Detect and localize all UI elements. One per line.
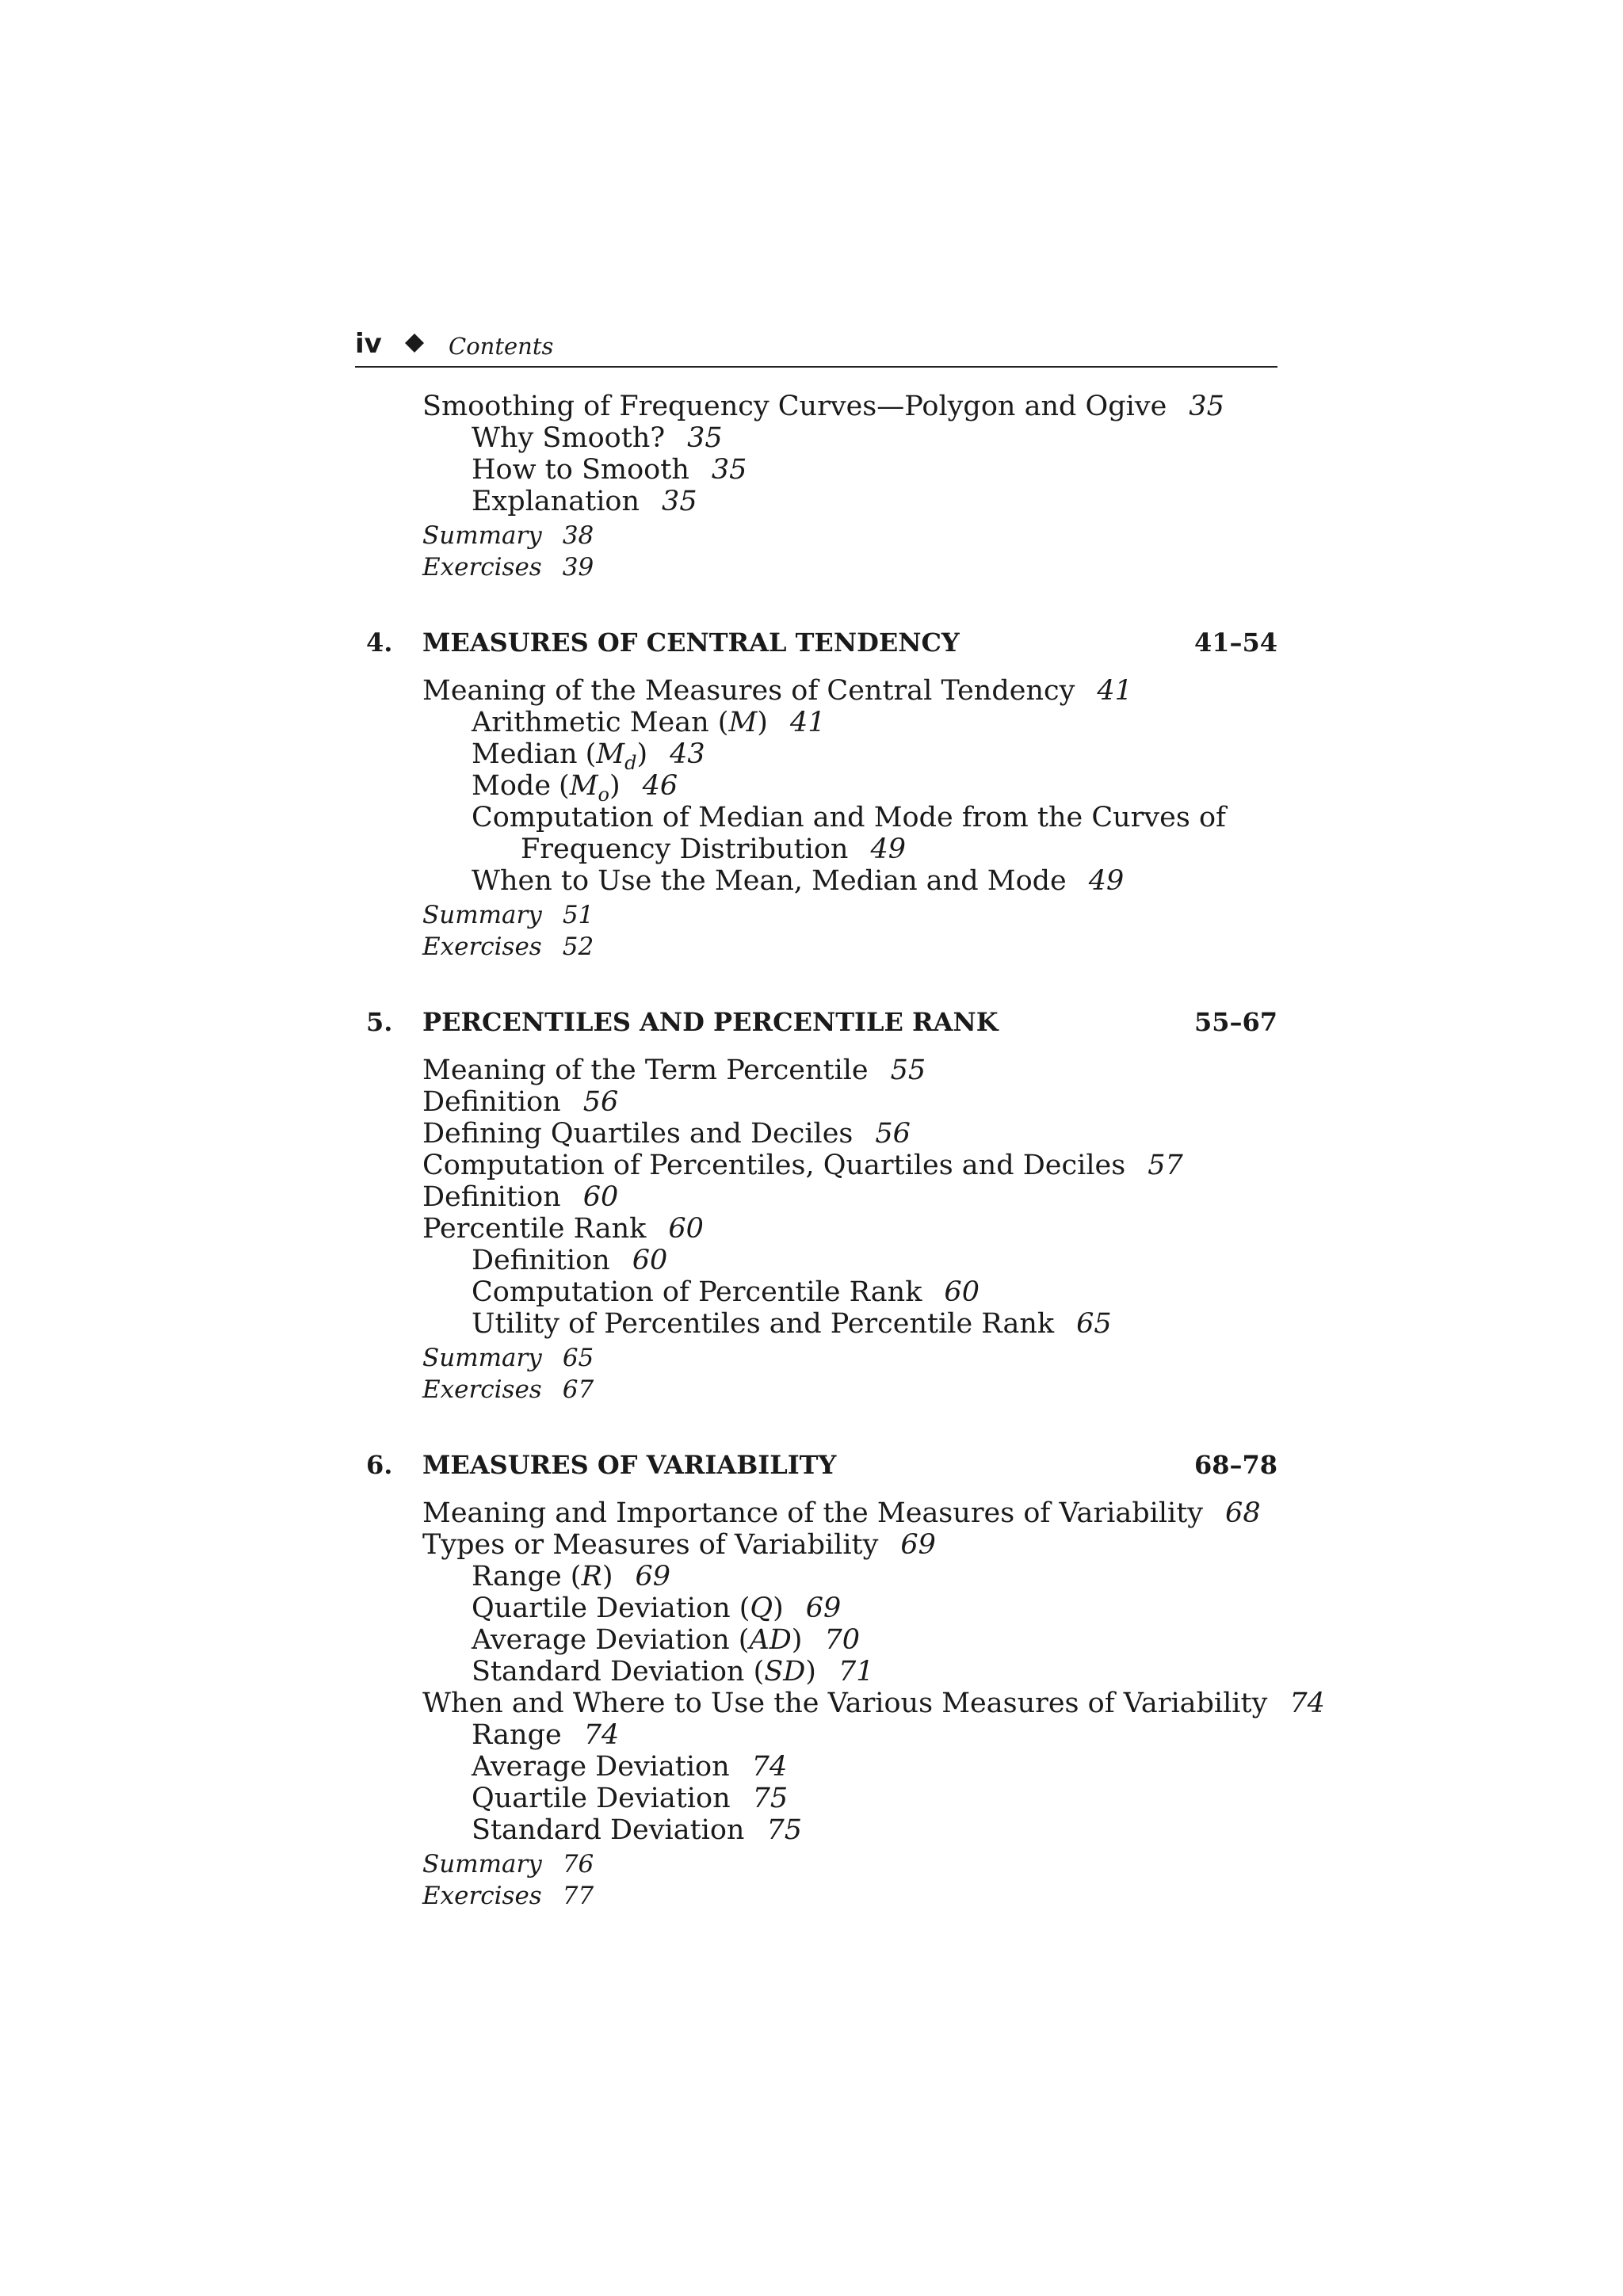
page-number: 46 — [642, 770, 678, 802]
toc-entry — [472, 1785, 788, 1813]
chapter-title: PERCENTILES AND PERCENTILE RANK — [422, 1007, 999, 1037]
page-number: 68 — [1225, 1497, 1261, 1529]
chapter-number: 6. — [366, 1450, 393, 1480]
entry-text: Utility of Percentiles and Percentile Rank — [472, 1308, 1055, 1340]
page-number: 39 — [562, 553, 594, 582]
symbol-letter: M — [569, 770, 598, 802]
toc-aux-entry — [422, 1346, 594, 1371]
symbol-letter: Q — [750, 1592, 773, 1624]
toc-entry — [472, 1247, 667, 1275]
page-number: 67 — [562, 1375, 594, 1404]
symbol-open: ( — [585, 738, 597, 770]
toc-entry — [472, 772, 678, 804]
entry-text: Explanation — [472, 486, 640, 517]
toc-aux-entry — [422, 555, 594, 580]
toc-entry — [472, 422, 723, 454]
entry-text: Average Deviation — [472, 1751, 730, 1783]
symbol-letter: M — [596, 738, 625, 770]
toc-entry — [472, 1563, 670, 1591]
page-number: 43 — [670, 738, 705, 770]
toc-entry — [472, 738, 705, 774]
toc-aux-entry — [422, 935, 594, 959]
toc-entry — [422, 393, 1224, 421]
entry-text: Quartile Deviation ( — [472, 1592, 750, 1624]
toc-entry — [472, 1624, 860, 1656]
toc-entry — [472, 1592, 842, 1624]
entry-text: Standard Deviation ( — [472, 1656, 765, 1688]
page-number: 70 — [824, 1624, 860, 1656]
toc-entry — [422, 1086, 619, 1118]
page-number: 69 — [805, 1592, 842, 1624]
toc-entry — [422, 1152, 1183, 1180]
toc-entry — [472, 1658, 874, 1686]
toc-entry — [422, 1057, 926, 1085]
entry-text: Summary — [422, 521, 542, 550]
page-number: 35 — [662, 486, 697, 517]
page-number: 56 — [875, 1118, 911, 1150]
page-number: 60 — [582, 1181, 619, 1213]
chapter-page-range: 55–67 — [1193, 1007, 1277, 1037]
symbol-close: ) — [636, 738, 648, 770]
page-number: 76 — [562, 1850, 594, 1878]
entry-text: Average Deviation ( — [472, 1624, 750, 1656]
page-number: 75 — [752, 1783, 789, 1814]
entry-text: Summary — [422, 1850, 542, 1878]
page-number: 65 — [1076, 1308, 1112, 1340]
toc-entry — [422, 1690, 1325, 1718]
toc-aux-entry — [422, 1852, 594, 1877]
page-number: 52 — [562, 933, 594, 961]
page-header — [355, 328, 1277, 368]
chapter-number: 4. — [366, 627, 393, 658]
toc-entry — [472, 1814, 803, 1846]
toc-entry — [472, 804, 1226, 832]
entry-text: Summary — [422, 1344, 542, 1372]
entry-text: Exercises — [422, 1882, 542, 1910]
entry-text: Meaning of the Measures of Central Tendency — [422, 675, 1075, 707]
entry-text: Exercises — [422, 553, 542, 582]
toc-entry — [472, 1310, 1112, 1338]
entry-text: Range — [472, 1719, 562, 1751]
symbol-close: ) — [805, 1656, 816, 1688]
toc-entry — [422, 1497, 1261, 1529]
entry-text: Range ( — [472, 1561, 582, 1592]
page-number: 74 — [751, 1751, 788, 1783]
symbol-open: ( — [559, 770, 570, 802]
page-number: 51 — [562, 901, 594, 929]
entry-text: Quartile Deviation — [472, 1783, 731, 1814]
entry-text: Standard Deviation — [472, 1814, 745, 1846]
page-number: 55 — [890, 1055, 926, 1086]
diamond-icon — [404, 333, 425, 353]
entry-text: Computation of Percentile Rank — [472, 1276, 922, 1308]
entry-symbol — [559, 770, 621, 806]
page-number: 74 — [1289, 1688, 1325, 1719]
chapter-page-range: 41–54 — [1193, 627, 1277, 658]
toc-entry — [472, 1276, 980, 1308]
symbol-letter: M — [728, 707, 758, 738]
page-number: 41 — [1097, 675, 1132, 707]
entry-text: Meaning of the Term Percentile — [422, 1055, 869, 1086]
page-number: 69 — [900, 1529, 936, 1561]
page-number: 56 — [582, 1086, 619, 1118]
page-number: 38 — [562, 521, 594, 550]
page-number: 69 — [635, 1561, 671, 1592]
entry-text: Smoothing of Frequency Curves—Polygon and Ogive — [422, 391, 1167, 422]
toc-entry — [422, 1215, 704, 1243]
toc-entry — [422, 677, 1132, 705]
page-number: 35 — [1189, 391, 1224, 422]
page-number: 57 — [1148, 1150, 1183, 1181]
toc-aux-entry — [422, 521, 594, 550]
toc-entry — [472, 488, 697, 516]
page-folio: iv — [355, 328, 382, 360]
page-number: 49 — [870, 833, 907, 865]
entry-text: Computation of Percentiles, Quartiles and Deciles — [422, 1150, 1126, 1181]
entry-text: Types or Measures of Variability — [422, 1529, 879, 1561]
symbol-close: ) — [609, 770, 621, 802]
entry-text: Definition — [422, 1181, 561, 1213]
entry-text: Defining Quartiles and Deciles — [422, 1118, 854, 1150]
page-number: 60 — [668, 1213, 704, 1245]
toc-entry — [472, 709, 825, 737]
symbol-subscript: d — [624, 752, 637, 774]
entry-text: When and Where to Use the Various Measures of Variability — [422, 1688, 1268, 1719]
entry-text: Median — [472, 738, 578, 770]
page-number: 60 — [944, 1276, 980, 1308]
page-number: 35 — [687, 422, 723, 454]
chapter-number: 5. — [366, 1007, 393, 1037]
chapter-title: MEASURES OF VARIABILITY — [422, 1450, 837, 1480]
entry-text: How to Smooth — [472, 454, 689, 486]
page-number: 77 — [562, 1882, 594, 1910]
toc-entry — [472, 1719, 620, 1751]
toc-aux-entry — [422, 1375, 594, 1404]
symbol-letter: SD — [764, 1656, 806, 1688]
symbol-close: ) — [773, 1592, 784, 1624]
entry-text: Exercises — [422, 933, 542, 961]
entry-text: Exercises — [422, 1375, 542, 1404]
page-number: 71 — [838, 1656, 874, 1688]
symbol-close: ) — [601, 1561, 613, 1592]
page-number: 74 — [583, 1719, 620, 1751]
entry-text: Computation of Median and Mode from the Curves of — [472, 802, 1227, 833]
toc-aux-entry — [422, 1884, 594, 1909]
chapter-title: MEASURES OF CENTRAL TENDENCY — [422, 627, 960, 658]
symbol-close: ) — [791, 1624, 803, 1656]
toc-entry — [422, 1181, 619, 1213]
entry-text: Percentile Rank — [422, 1213, 647, 1245]
page-number: 65 — [562, 1344, 594, 1372]
chapter-page-range: 68–78 — [1193, 1450, 1277, 1480]
toc-entry — [521, 833, 907, 865]
entry-text: Mode — [472, 770, 552, 802]
running-title: Contents — [449, 333, 554, 360]
symbol-letter: AD — [749, 1624, 792, 1656]
toc-entry — [472, 865, 1125, 897]
entry-text: Why Smooth? — [472, 422, 666, 454]
symbol-letter: R — [581, 1561, 602, 1592]
entry-text: Summary — [422, 901, 542, 929]
entry-text: Definition — [472, 1245, 610, 1276]
symbol-close: ) — [757, 707, 768, 738]
symbol-subscript: o — [598, 784, 609, 806]
toc-entry — [472, 456, 747, 484]
entry-text: Arithmetic Mean ( — [472, 707, 729, 738]
entry-text: Meaning and Importance of the Measures of Variability — [422, 1497, 1204, 1529]
entry-symbol — [585, 738, 648, 774]
toc-entry — [472, 1753, 787, 1781]
page-number: 41 — [789, 707, 826, 738]
page-number: 75 — [766, 1814, 803, 1846]
toc-entry — [422, 1531, 936, 1559]
page-number: 35 — [711, 454, 747, 486]
page-number: 49 — [1088, 865, 1125, 897]
entry-text: Definition — [422, 1086, 561, 1118]
toc-aux-entry — [422, 903, 594, 928]
entry-text: When to Use the Mean, Median and Mode — [472, 865, 1067, 897]
toc-entry — [422, 1120, 911, 1148]
page-number: 60 — [632, 1245, 668, 1276]
entry-text: Frequency Distribution — [521, 833, 849, 865]
